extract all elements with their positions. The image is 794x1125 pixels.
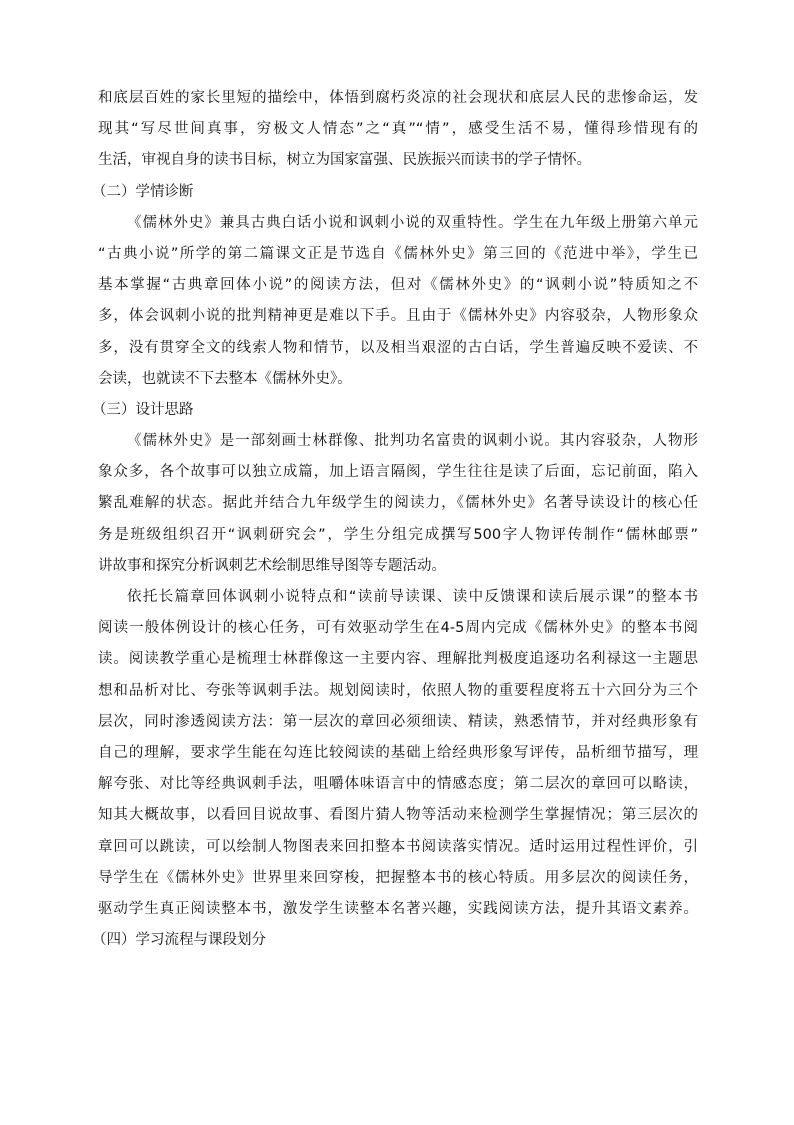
- paragraph-line: 自己的理解，要求学生能在勾连比较阅读的基础上给经典形象写评传，品析细节描写，理: [98, 744, 698, 761]
- paragraph-line: 想和品析对比、夸张等讽刺手法。规划阅读时，依照人物的重要程度将五十六回分为三个: [98, 682, 698, 699]
- paragraph-last-line: 讲故事和探究分析讽刺艺术绘制思维导图等专题活动。: [98, 557, 446, 574]
- paragraph-first-line: 依托长篇章回体讽刺小说特点和“读前导读课、读中反馈课和读后展示课”的整本书: [127, 589, 698, 605]
- paragraph-line: 读。阅读教学重心是梳理士林群像这一主要内容、理解批判极度追逐功名利禄这一主题思: [98, 651, 698, 668]
- paragraph-line: 层次，同时渗透阅读方法：第一层次的章回必须细读、精读，熟悉情节，并对经典形象有: [98, 713, 698, 730]
- paragraph-line: 繁乱难解的状态。据此并结合九年级学生的阅读力，《儒林外史》名著导读设计的核心任: [98, 495, 698, 512]
- paragraph-line: 知其大概故事，以看回目说故事、看图片猜人物等活动来检测学生掌握情况；第三层次的: [98, 807, 698, 824]
- paragraph-line: 解夸张、对比等经典讽刺手法，咀嚼体味语言中的情感态度；第二层次的章回可以略读，: [98, 776, 698, 793]
- section-heading: （三）设计思路: [92, 401, 194, 418]
- paragraph-last-line: 会读，也就读不下去整本《儒林外史》。: [98, 370, 352, 387]
- paragraph-line: 务是班级组织召开“讽刺研究会”，学生分组完成撰写500字人物评传制作“儒林邮票”: [98, 526, 698, 543]
- paragraph-first-line: 《儒林外史》是一部刻画士林群像、批判功名富贵的讽刺小说。其内容驳杂，人物形: [127, 433, 698, 450]
- section-heading: （四）学习流程与课段划分: [92, 932, 266, 949]
- paragraph-line: 多，体会讽刺小说的批判精神更是难以下手。且由于《儒林外史》内容驳杂，人物形象众: [98, 308, 698, 325]
- paragraph-line: 导学生在《儒林外史》世界里来回穿梭，把握整本书的核心特质。用多层次的阅读任务，: [98, 869, 698, 886]
- document-body: [92, 83, 698, 956]
- paragraph-first-line: 《儒林外史》兼具古典白话小说和讽刺小说的双重特性。学生在九年级上册第六单元: [127, 214, 698, 231]
- paragraph-line: 阅读一般体例设计的核心任务，可有效驱动学生在4-5周内完成《儒林外史》的整本书阅: [98, 620, 698, 637]
- paragraph-last-line: 生活，审视自身的读书目标，树立为国家富强、民族振兴而读书的学子情怀。: [98, 152, 591, 169]
- paragraph-line: 象众多，各个故事可以独立成篇，加上语言隔阂，学生往往是读了后面，忘记前面，陷入: [98, 464, 698, 481]
- paragraph-line: 多，没有贯穿全文的线索人物和情节，以及相当艰涩的古白话，学生普遍反映不爱读、不: [98, 339, 698, 356]
- section-heading: （二）学情诊断: [92, 183, 194, 200]
- paragraph-line: 驱动学生真正阅读整本书，激发学生读整本名著兴趣，实践阅读方法，提升其语文素养。: [98, 900, 698, 917]
- paragraph-line: 和底层百姓的家长里短的描绘中，体悟到腐朽炎凉的社会现状和底层人民的悲惨命运，发: [98, 90, 698, 106]
- paragraph-line: 现其“写尽世间真事，穷极文人情态”之“真”“情”，感受生活不易，懂得珍惜现有的: [98, 121, 698, 138]
- paragraph-line: “古典小说”所学的第二篇课文正是节选自《儒林外史》第三回的《范进中举》，学生已: [98, 245, 698, 262]
- paragraph-line: 基本掌握“古典章回体小说”的阅读方法，但对《儒林外史》的“讽刺小说”特质知之不: [98, 277, 698, 294]
- paragraph-line: 章回可以跳读，可以绘制人物图表来回扣整本书阅读落实情况。适时运用过程性评价，引: [98, 838, 698, 855]
